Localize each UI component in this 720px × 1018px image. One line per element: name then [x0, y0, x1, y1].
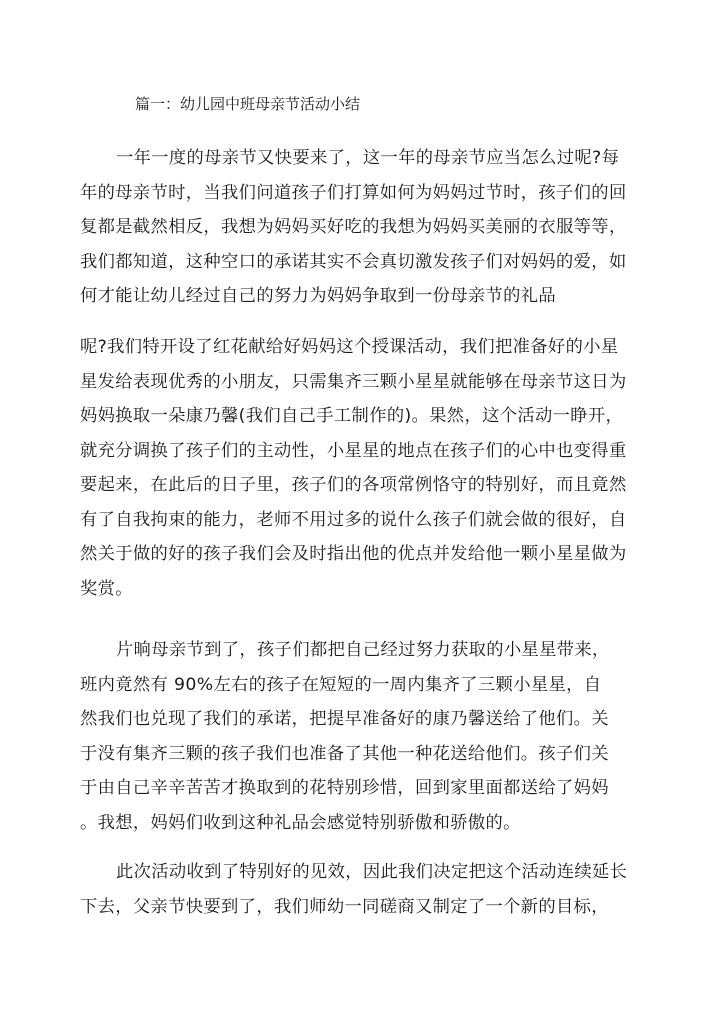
- text-line: 我们都知道，这种空口的承诺其实不会真切激发孩子们对妈妈的爱，如: [80, 251, 627, 272]
- text-line: 妈妈换取一朵康乃馨(我们自己手工制作的)。果然，这个活动一睁开，: [80, 406, 624, 426]
- paragraph-3: [80, 633, 640, 840]
- text-line: 要起来，在此后的日子里，孩子们的各项常例恪守的特别好，而且竟然: [80, 475, 627, 495]
- text-line: 复都是截然相反，我想为妈妈买好吃的我想为妈妈买美丽的衣服等等，: [80, 217, 627, 237]
- text-line: 一年一度的母亲节又快要来了，这一年的母亲节应当怎么过呢?每: [116, 148, 620, 168]
- text-line: 有了自我拘束的能力，老师不用过多的说什么孩子们就会做的很好，自: [80, 509, 627, 530]
- text-line: 班内竟然有 90%左右的孩子在短短的一周内集齐了三颗小星星，自: [80, 674, 602, 695]
- text-line: 呢?我们特开设了红花献给好妈妈这个授课活动，我们把准备好的小星: [80, 337, 619, 357]
- text-line: 。我想，妈妈们收到这种礼品会感觉特别骄傲和骄傲的。: [80, 812, 521, 833]
- text-line: 下去，父亲节快要到了，我们师幼一同磋商又制定了一个新的目标，: [80, 896, 609, 917]
- text-line: 年的母亲节时，当我们问道孩子们打算如何为妈妈过节时，孩子们的回: [80, 182, 627, 203]
- paragraph-4: [80, 855, 640, 924]
- document-title: 篇一：幼儿园中班母亲节活动小结: [135, 95, 361, 113]
- paragraph-1: [80, 141, 640, 314]
- text-line: 于没有集齐三颗的孩子我们也准备了其他一种花送给他们。孩子们关: [80, 743, 609, 764]
- text-line: 然关于做的好的孩子我们会及时指出他的优点并发给他一颗小星星做为: [80, 544, 627, 564]
- text-line: 就充分调换了孩子们的主动性，小星星的地点在孩子们的心中也变得重: [80, 440, 627, 461]
- text-line: 片晌母亲节到了，孩子们都把自己经过努力获取的小星星带来，: [116, 640, 610, 660]
- paragraph-2: [80, 330, 640, 606]
- text-line: 何才能让幼儿经过自己的努力为妈妈争取到一份母亲节的礼品: [80, 286, 557, 306]
- text-line: 此次活动收到了特别好的见效，因此我们决定把这个活动连续延长: [116, 862, 628, 882]
- text-line: 于由自己辛辛苦苦才换取到的花特别珍惜，回到家里面都送给了妈妈: [80, 778, 609, 798]
- text-line: 星发给表现优秀的小朋友，只需集齐三颗小星星就能够在母亲节这日为: [80, 371, 627, 392]
- text-line: 然我们也兑现了我们的承诺，把提早准备好的康乃馨送给了他们。关: [80, 709, 609, 729]
- text-line: 奖赏。: [80, 578, 133, 599]
